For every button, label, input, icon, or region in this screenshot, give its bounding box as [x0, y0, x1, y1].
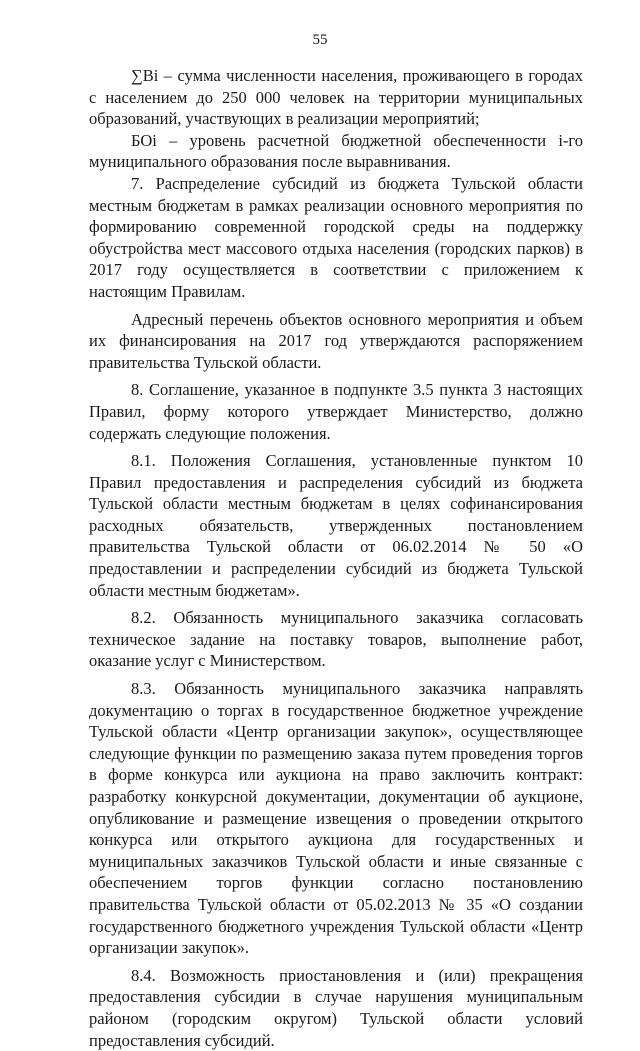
- paragraph-8: 8. Соглашение, указанное в подпункте 3.5 пункта 3 настоящих Правил, форму которого утверждает Министерство, должно содержать следующие положения.: [89, 380, 583, 443]
- paragraph-budget-level: БОi – уровень расчетной бюджетной обеспеченности i-го муниципального образования после выравнивания.: [89, 130, 583, 172]
- paragraph-7: 7. Распределение субсидий из бюджета Тульской области местным бюджетам в рамках реализации основного мероприятия по формированию современной городской среды на поддержку обустройства мест массового отдыха населения (городских парков) в 2017 году осуществляется в соответствии с приложением к настоящим Правилам.: [89, 173, 583, 301]
- paragraph-sum-population: ∑Bi – сумма численности населения, проживающего в городах с населением до 250 000 человек на территории муниципальных образований, участвующих в реализации мероприятий;: [89, 66, 583, 129]
- paragraph-address-list: Адресный перечень объектов основного мероприятия и объем их финансирования на 2017 год утверждаются распоряжением правительства Тульской области.: [89, 309, 583, 372]
- paragraph-8-3: 8.3. Обязанность муниципального заказчика направлять документацию о торгах в государственное бюджетное учреждение Тульской области «Центр организации закупок», осуществляющее следующие функции по размещению заказа путем проведения торгов в форме конкурса или аукциона на право заключить контракт: разработку конкурсной документации, документации об аукционе, опубликование и размещение извещения о проведении открытого конкурса или открытого аукциона для государственных и муниципальных заказчиков Тульской области и иные связанные с обеспечением торгов функции согласно постановлению правительства Тульской области от 05.02.2013 № 35 «О создании государственного бюджетного учреждения Тульской области «Центр организации закупок».: [89, 679, 583, 958]
- paragraph-8-4: 8.4. Возможность приостановления и (или) прекращения предоставления субсидии в случае нарушения муниципальным районом (городским округом) Тульской области условий предоставления субсидий.: [89, 965, 583, 1050]
- paragraph-8-1: 8.1. Положения Соглашения, установленные пунктом 10 Правил предоставления и распределения субсидий из бюджета Тульской области местным бюджетам в целях софинансирования расходных обязательств, утвержденных постановлением правительства Тульской области от 06.02.2014 № 50 «О предоставлении и распределении субсидий из бюджета Тульской области местным бюджетам».: [89, 451, 583, 600]
- paragraph-8-2: 8.2. Обязанность муниципального заказчика согласовать техническое задание на поставку товаров, выполнение работ, оказание услуг с Министерством.: [89, 608, 583, 671]
- document-body: [89, 65, 583, 1051]
- page-number: 55: [312, 32, 328, 48]
